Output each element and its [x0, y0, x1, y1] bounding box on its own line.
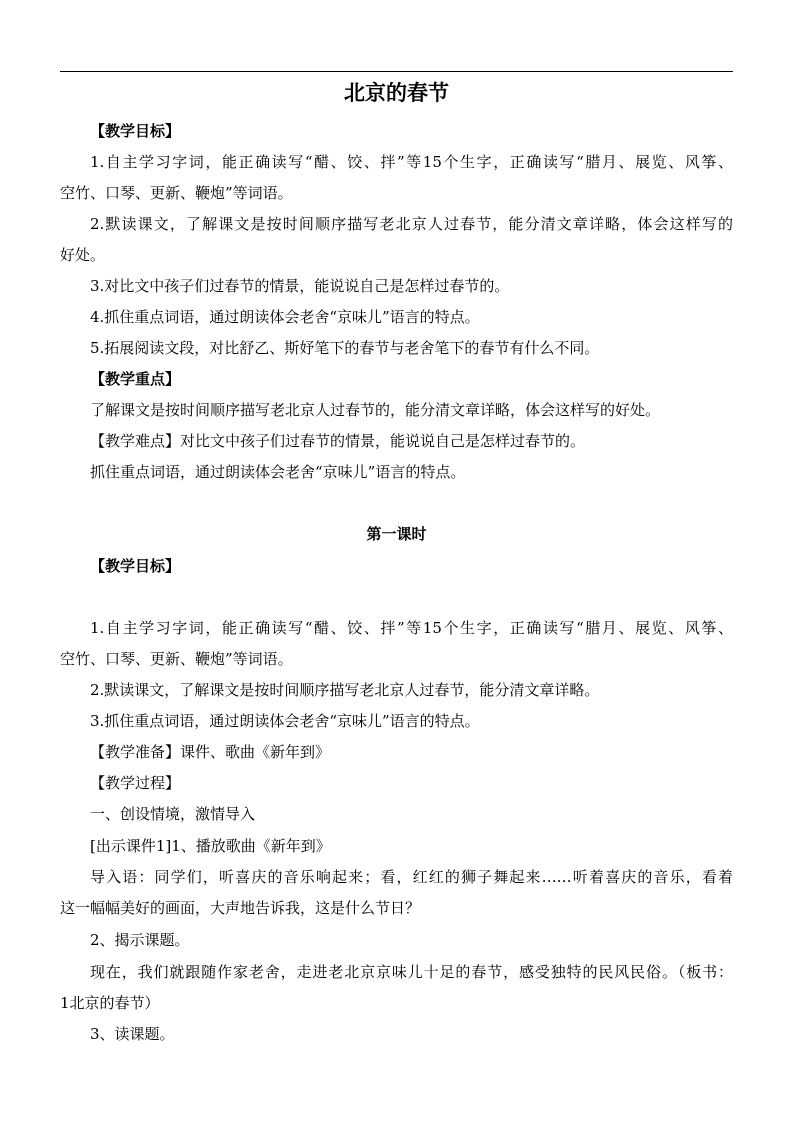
lesson-objective-3: 3.抓住重点词语，通过朗读体会老舍“京味儿”语言的特点。 [90, 712, 480, 730]
intro-line-2: 这一幅幅美好的画面，大声地告诉我，这是什么节日？ [60, 899, 421, 917]
reveal-topic: 2、揭示课题。 [90, 931, 190, 949]
objective-1-line-1: 1.自主学习字词，能正确读写“醋、饺、拌”等15个生字，正确读写“腊月、展览、风筝、 [90, 153, 733, 171]
difficulty-line: 【教学难点】对比文中孩子们过春节的情景，能说说自己是怎样过春节的。 [90, 432, 586, 450]
process-heading: 【教学过程】 [90, 774, 181, 792]
objective-4: 4.抓住重点词语，通过朗读体会老舍“京味儿”语言的特点。 [90, 308, 480, 326]
step-1: 一、创设情境，激情导入 [90, 805, 256, 823]
difficulty-line-2: 抓住重点词语，通过朗读体会老舍“京味儿”语言的特点。 [90, 463, 466, 481]
objective-3: 3.对比文中孩子们过春节的情景，能说说自己是怎样过春节的。 [90, 277, 510, 295]
lesson-objective-1-line-1: 1.自主学习字词，能正确读写“醋、饺、拌”等15个生字，正确读写“腊月、展览、风筝、 [90, 619, 733, 637]
objective-1-line-2: 空竹、口琴、更新、鞭炮”等词语。 [60, 184, 293, 202]
preparation-line: 【教学准备】课件、歌曲《新年到》 [90, 743, 331, 761]
objectives-heading: 【教学目标】 [90, 122, 181, 140]
key-points-text: 了解课文是按时间顺序描写老北京人过春节的，能分清文章详略，体会这样写的好处。 [90, 401, 661, 419]
header-rule [60, 71, 733, 72]
lesson-objectives-heading: 【教学目标】 [90, 557, 181, 575]
now-line-2: 1北京的春节） [60, 994, 160, 1012]
intro-line-1: 导入语：同学们，听喜庆的音乐响起来；看，红红的狮子舞起来……听着喜庆的音乐，看着 [90, 868, 733, 886]
page-title: 北京的春节 [344, 80, 449, 105]
lesson-objective-2: 2.默读课文，了解课文是按时间顺序描写老北京人过春节，能分清文章详略。 [90, 681, 600, 699]
lesson-objective-1-line-2: 空竹、口琴、更新、鞭炮”等词语。 [60, 650, 293, 668]
key-points-heading: 【教学重点】 [90, 370, 181, 388]
objective-2-line-1: 2.默读课文，了解课文是按时间顺序描写老北京人过春节，能分清文章详略，体会这样写的 [90, 215, 733, 233]
read-title: 3、读课题。 [90, 1025, 175, 1043]
lesson-title: 第一课时 [366, 525, 427, 543]
now-line-1: 现在，我们就跟随作家老舍，走进老北京京味儿十足的春节，感受独特的民风民俗。（板书： [90, 963, 733, 981]
courseware-1: [出示课件1]1、播放歌曲《新年到》 [90, 837, 331, 855]
objective-2-line-2: 好处。 [60, 246, 106, 264]
objective-5: 5.拓展阅读文段，对比舒乙、斯妤笔下的春节与老舍笔下的春节有什么不同。 [90, 339, 600, 357]
